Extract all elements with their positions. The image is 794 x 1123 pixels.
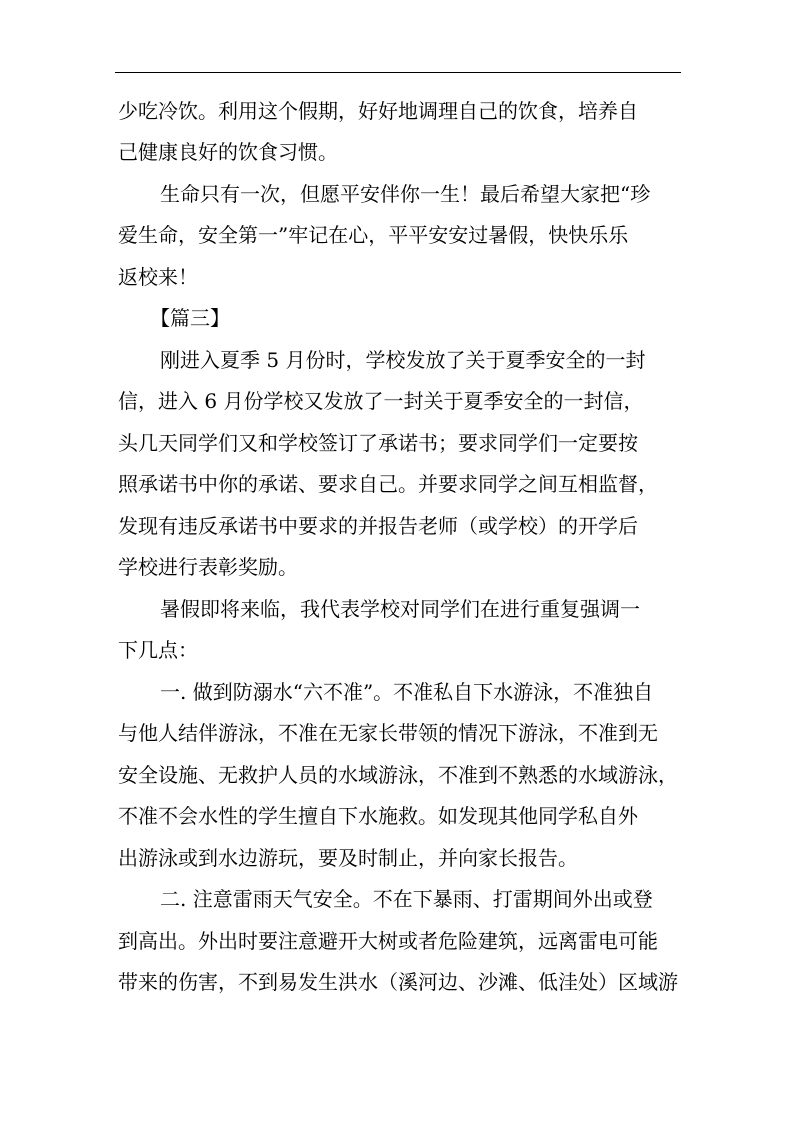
body-line: 信，进入 6 月份学校又发放了一封关于夏季安全的一封信， xyxy=(118,389,644,413)
body-line: 返校来！ xyxy=(118,265,198,289)
body-line: 刚进入夏季 5 月份时，学校发放了关于夏季安全的一封 xyxy=(160,348,646,372)
body-line: 出游泳或到水边游玩，要及时制止，并向家长报告。 xyxy=(118,846,578,870)
body-line: 暑假即将来临，我代表学校对同学们在进行重复强调一 xyxy=(160,597,640,621)
body-line: 发现有违反承诺书中要求的并报告老师（或学校）的开学后 xyxy=(118,514,638,538)
body-line: 到高出。外出时要注意避开大树或者危险建筑，远离雷电可能 xyxy=(118,929,658,953)
body-line: 学校进行表彰奖励。 xyxy=(118,555,298,579)
body-line: 带来的伤害，不到易发生洪水（溪河边、沙滩、低洼处）区域游 xyxy=(118,970,678,994)
body-line: 头几天同学们又和学校签订了承诺书；要求同学们一定要按 xyxy=(118,431,638,455)
body-line: 生命只有一次，但愿平安伴你一生！最后希望大家把“珍 xyxy=(160,182,651,206)
body-line: 己健康良好的饮食习惯。 xyxy=(118,140,338,164)
body-line: 与他人结伴游泳，不准在无家长带领的情况下游泳，不准到无 xyxy=(118,721,658,745)
body-line: 安全设施、无救护人员的水域游泳，不准到不熟悉的水域游泳， xyxy=(118,763,678,787)
section-heading: 【篇三】 xyxy=(150,306,230,330)
body-line: 不准不会水性的学生擅自下水施救。如发现其他同学私自外 xyxy=(118,804,638,828)
body-line: 一. 做到防溺水“六不准”。不准私自下水游泳，不准独自 xyxy=(160,680,654,704)
header-rule xyxy=(115,72,681,73)
body-line: 二. 注意雷雨天气安全。不在下暴雨、打雷期间外出或登 xyxy=(160,887,653,911)
body-line: 照承诺书中你的承诺、要求自己。并要求同学之间互相监督， xyxy=(118,472,658,496)
body-line: 少吃冷饮。利用这个假期，好好地调理自己的饮食，培养自 xyxy=(118,99,638,123)
body-line: 下几点： xyxy=(118,638,198,662)
body-line: 爱生命，安全第一”牢记在心，平平安安过暑假，快快乐乐 xyxy=(118,223,629,247)
